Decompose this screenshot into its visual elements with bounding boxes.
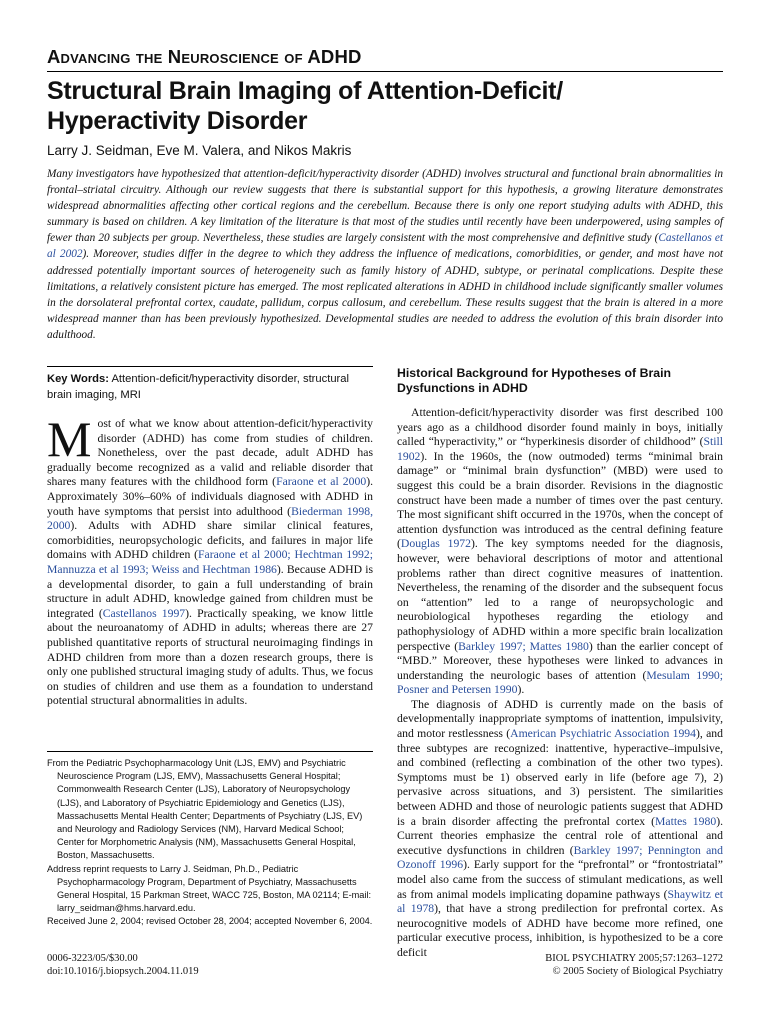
reprint-address-note: Address reprint requests to Larry J. Seidman, Ph.D., Pediatric Psychopharmacology Program, Department of Psychiatry, Massachusetts General Hospital, 15 Parkman Street, WACC 725, Boston, MA 02114; E-mail: larry_seidman@hms.harvard.edu. (47, 863, 372, 914)
abstract-text: ). Moreover, studies differ in the degree to which they address the influence of medications, comorbidities, or gender, and most have not addressed potentially important sources of heterogeneity such as family history of ADHD, subtype, or perinatal complications. Despite these limitations, a relatively consistent picture has emerged. The most replicated alterations in ADHD in childhood include significantly smaller volumes in the dorsolateral prefrontal cortex, caudate, pallidum, corpus callosum, and cerebellum. These results suggest that the brain is altered in a more widespread manner than has been previously hypothesized. Developmental studies are needed to address the evolution of this brain disorder into adulthood. (47, 248, 723, 341)
body-text: ) than the earlier concept of “MBD.” Moreover, these hypotheses were linked to advances in understanding the neurologic bases of attention ( (397, 639, 723, 682)
body-text: ). Approximately 30%–60% of individuals diagnosed with ADHD in youth have symptoms that persist into adulthood ( (47, 475, 374, 518)
body-text: ). Because ADHD is a developmental disorder, to gain a full understanding of brain structure in adult ADHD, knowledge gained from children must be integrated ( (47, 562, 373, 620)
body-text: The diagnosis of ADHD is currently made on the basis of developmentally inappropriate symptoms of inattention, impulsivity, and motor restlessness ( (397, 697, 723, 741)
header-rule (47, 71, 723, 72)
history-paragraph-1 (397, 406, 723, 698)
series-kicker: Advancing the Neuroscience of ADHD (47, 46, 362, 67)
citation-link[interactable]: Shaywitz et al 1978 (397, 887, 724, 916)
citation-link[interactable]: Castellanos et al 2002 (47, 232, 723, 261)
citation-link[interactable]: Castellanos 1997 (102, 606, 186, 620)
citation-link[interactable]: Barkley 1997; Mattes 1980 (458, 639, 589, 653)
body-text: ), that have a strong predilection for prefrontal cortex. As neurocognitive models of ADHD have become more refined, one particular executive process, inhibition, is hypothesized to be a core deficit (397, 902, 723, 959)
footnote (47, 757, 373, 929)
section-heading: Historical Background for Hypotheses of Brain Dysfunctions in ADHD (397, 366, 671, 395)
left-column (47, 366, 373, 709)
body-text: ). (517, 683, 525, 697)
body-text: ost of what we know about attention-deficit/hyperactivity disorder (ADHD) has come from studies of children. Nonetheless, over the past decade, adult ADHD has gradually become recognized as a valid and reliable disorder that shares many features with the childhood form ( (47, 417, 373, 489)
right-column (397, 366, 723, 961)
body-text: ). Early support for the “prefrontal” or “frontostriatal” model also came from the success of stimulant medications, as well as from animal models implicating dopamine pathways ( (397, 858, 723, 901)
citation-link[interactable]: Barkley 1997; Pennington and Ozonoff 1996 (397, 843, 723, 872)
footer-identifiers (47, 952, 199, 978)
body-text: ). Practically speaking, we know little about the neuroanatomy of ADHD in adults; whereas there are 27 published quantitative reports of structural neuroimaging findings in ADHD children from more than a dozen research groups, there is only one published structural imaging study of adults. Thus, we focus on studies of children and use them as a foundation to understand potential structural abnormalities in adults. (47, 606, 374, 708)
article-header (47, 46, 723, 343)
keywords-label: Key Words: (47, 373, 109, 385)
body-text: ). In the 1960s, the (now outmoded) terms “minimal brain damage” or “minimal brain dysfunction” (MBD) were used to suggest this could be a brain disorder. Revisions in the diagnostic construct have been made a number of times over the past century. The most significant shift occurred in the 1970s, when the concept of attention dysfunction was introduced as the central defining feature ( (397, 449, 723, 551)
title-line-2: Hyperactivity Disorder (47, 107, 308, 135)
body-text: ). Current theories emphasize the central role of attentional and executive dysfunctions in children ( (397, 814, 724, 857)
citation-link[interactable]: Biederman 1998, 2000 (47, 504, 373, 533)
affiliation-note: From the Pediatric Psychopharmacology Unit (LJS, EMV) and Psychiatric Neuroscience Program (LJS, EMV), Massachusetts General Hospital; Commonwealth Research Center (LJS), Laboratory of Neuropsychology (LJS), and Laboratory of Psychiatric Epidemiology and Genetics (LJS), Massachusetts Mental Health Center; Departments of Psychiatry (LJS, EV) and Neurology and Radiology Services (NM), Harvard Medical School; Center for Morphometric Analysis (NM), Massachusetts General Hospital, Boston, Massachusetts. (47, 758, 363, 861)
body-text: ). Adults with ADHD share similar clinical features, comorbidities, neuropsychologic deficits, and failures in major life domains with ADHD children ( (47, 519, 373, 562)
keywords-text: Attention-deficit/hyperactivity disorder, structural brain imaging, MRI (47, 373, 349, 401)
keywords-rule (47, 366, 373, 367)
footer-journal (545, 952, 723, 978)
citation-link[interactable]: Faraone et al 2000; Hechtman 1992; Mannuzza et al 1993; Weiss and Hechtman 1986 (47, 548, 373, 576)
journal-citation: BIOL PSYCHIATRY 2005;57:1263–1272 (545, 953, 723, 964)
author-list: Larry J. Seidman, Eve M. Valera, and Nikos Makris (47, 143, 352, 158)
citation-link[interactable]: Mesulam 1990; Posner and Petersen 1990 (397, 668, 724, 697)
citation-link[interactable]: Douglas 1972 (400, 537, 471, 551)
body-text: Attention-deficit/hyperactivity disorder was first described 100 years ago as a childhood disorder found mainly in boys, initially called “hyperactivity,” or “hyperkinesis disorder of childhood” ( (397, 406, 723, 449)
body-text: ), and three subtypes are recognized: inattentive, hyperactive–impulsive, and combined (reflecting a combination of the other two types). Symptoms must be 1) observed early in life (before age 7), 2) pervasive across situations, and 3) persistent. The similarities between ADHD and those of neurologic patients suggest that ADHD is a brain disorder affecting the prefrontal cortex ( (397, 727, 723, 828)
article-title (47, 76, 723, 136)
history-paragraph-2 (397, 698, 723, 961)
citation-link[interactable]: American Psychiatric Association 1994 (510, 727, 696, 741)
received-dates-note: Received June 2, 2004; revised October 28, 2004; accepted November 6, 2004. (47, 916, 373, 927)
drop-cap: M (47, 411, 92, 467)
abstract-text: Many investigators have hypothesized that attention-deficit/hyperactivity disorder (ADHD) involves structural and functional brain abnormalities in frontal–striatal circuitry. Although our review suggests that there is substantial support for this hypothesis, a growing literature demonstrates widespread abnormalities affecting other cortical regions and the cerebellum. Because there is only one report studying adults with ADHD, this summary is based on children. A key limitation of the literature is that most of the studies until recently have been underpowered, using samples of fewer than 20 subjects per group. Nevertheless, these studies are largely consistent with the most comprehensive and definitive study ( (47, 168, 723, 245)
copyright: © 2005 Society of Biological Psychiatry (552, 966, 723, 977)
citation-link[interactable]: Faraone et al 2000 (276, 475, 367, 489)
issn: 0006-3223/05/$30.00 (47, 953, 138, 964)
title-line-1: Structural Brain Imaging of Attention-Deficit/ (47, 77, 563, 105)
abstract (47, 166, 723, 343)
doi: doi:10.1016/j.biopsych.2004.11.019 (47, 966, 199, 977)
citation-link[interactable]: Mattes 1980 (655, 814, 717, 828)
keywords (47, 372, 373, 403)
intro-paragraph (47, 411, 374, 709)
body-text: ). The key symptoms needed for the diagnosis, however, were behavioral descriptions of motor and attentional problems rather than direct cognitive measures of inattention. Nevertheless, the renaming of the disorder and the subsequent focus on “attention” led to a range of neuropsychologic and neurobiological hypotheses regarding the etiology and pathophysiology of ADHD within a more specific brain localization perspective ( (397, 537, 723, 653)
footnote-rule (47, 751, 373, 752)
citation-link[interactable]: Still 1902 (397, 435, 723, 463)
